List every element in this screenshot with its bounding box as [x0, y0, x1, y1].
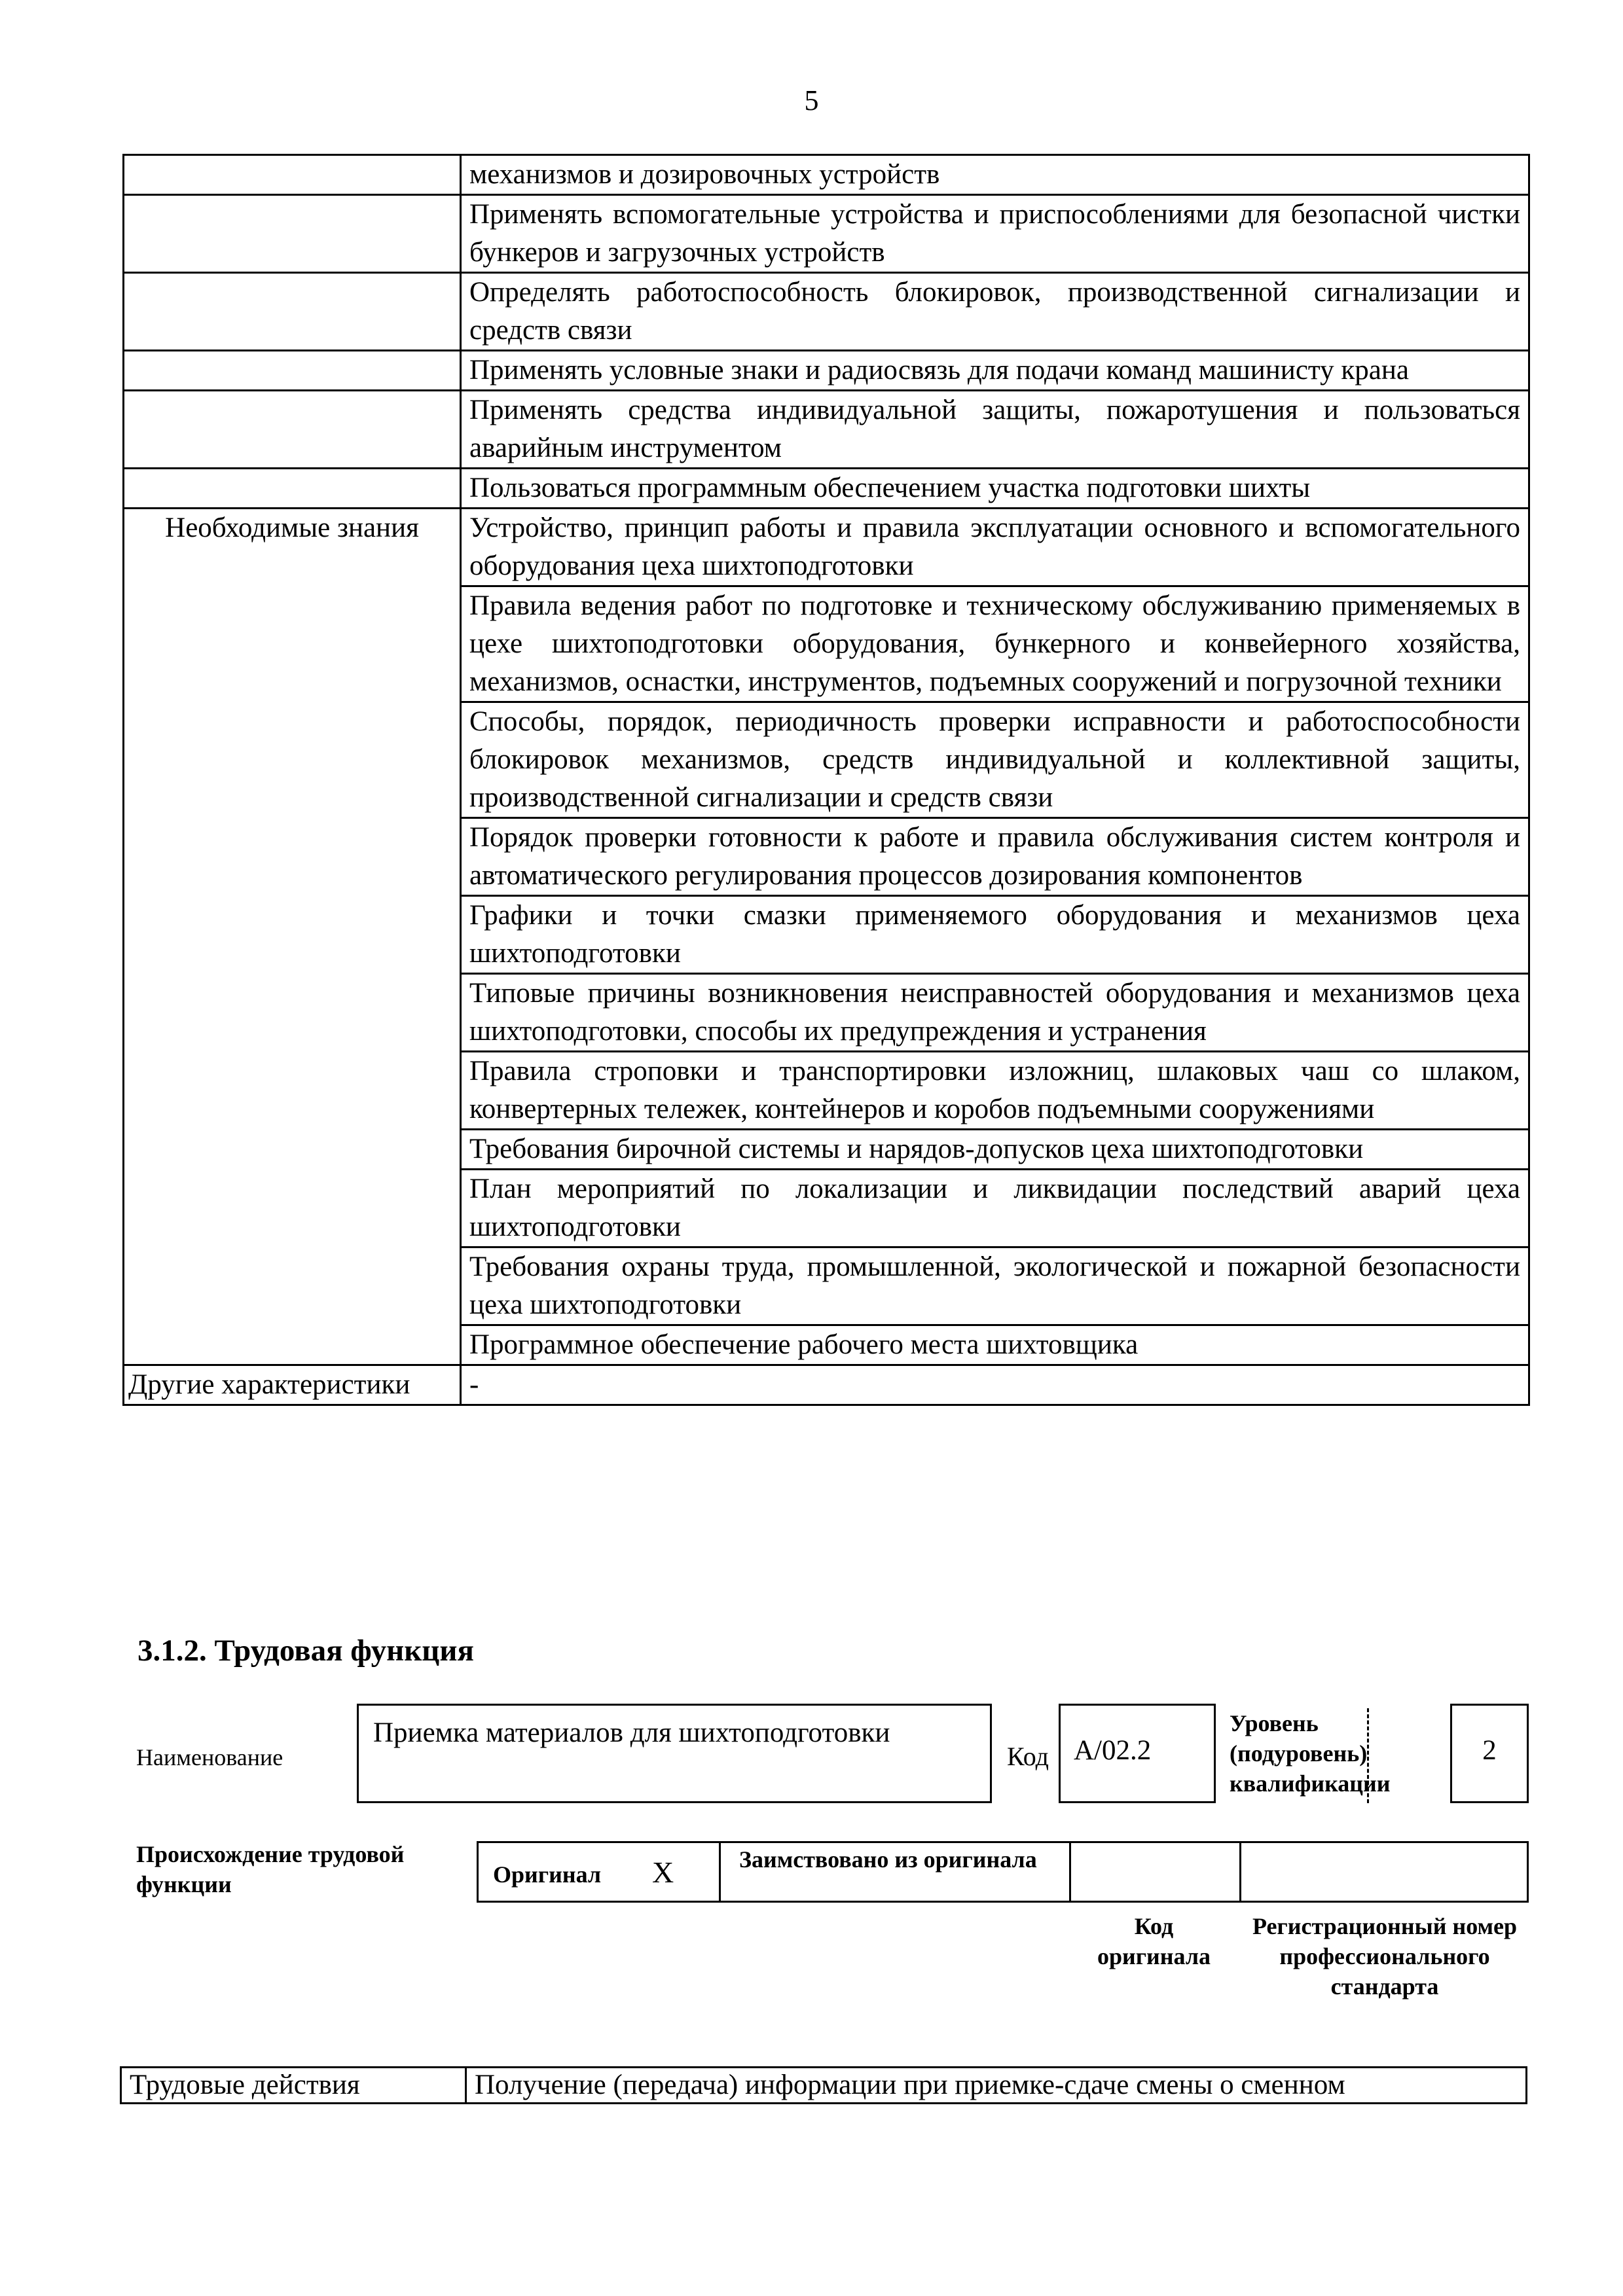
list-item: Требования охраны труда, промышленной, экологической и пожарной безопасности цеха шихтоподготовки [461, 1247, 1529, 1325]
list-item: Применять вспомогательные устройства и приспособлениями для безопасной чистки бункеров и загрузочных устройств [461, 195, 1529, 273]
table-row [124, 469, 1529, 509]
list-item: Правила ведения работ по подготовке и техническому обслуживанию применяемых в цехе шихтоподготовки оборудования, бункерного и конвейерного хозяйства, механизмов, оснастки, инструментов, подъемных сооружений и погрузочной техники [461, 586, 1529, 702]
list-item: Типовые причины возникновения неисправностей оборудования и механизмов цеха шихтоподготовки, способы их предупреждения и устранения [461, 974, 1529, 1052]
list-item: Программное обеспечение рабочего места шихтовщика [461, 1325, 1529, 1365]
name-label: Наименование [136, 1744, 283, 1770]
list-item: Требования бирочной системы и нарядов-допусков цеха шихтоподготовки [461, 1130, 1529, 1170]
origin-label: Происхождение трудовой функции [136, 1841, 405, 1897]
other-characteristics-label: Другие характеристики [124, 1365, 461, 1405]
level-label: Уровень (подуровень) квалификации [1224, 1708, 1369, 1803]
table-row [124, 195, 1529, 273]
page-number: 5 [804, 84, 819, 117]
list-item: Устройство, принцип работы и правила эксплуатации основного и вспомогательного оборудования цеха шихтоподготовки [461, 509, 1529, 586]
section-title: 3.1.2. Трудовая функция [137, 1634, 474, 1668]
table-row [124, 391, 1529, 469]
table-row [124, 1365, 1529, 1405]
labor-actions-label: Трудовые действия [121, 2068, 466, 2104]
skills-label-cell [124, 155, 461, 195]
list-item: Порядок проверки готовности к работе и правила обслуживания систем контроля и автоматического регулирования процессов дозирования компонентов [461, 818, 1529, 896]
skills-label-cell [124, 391, 461, 469]
skills-label-cell [124, 273, 461, 351]
registration-number-cell [1239, 1841, 1529, 1903]
labor-action-item: Получение (передача) информации при приемке-сдаче смены о сменном [466, 2068, 1527, 2104]
original-label: Оригинал [493, 1861, 602, 1888]
original-code-cell [1069, 1841, 1241, 1903]
table-row [124, 273, 1529, 351]
skills-label-cell [124, 351, 461, 391]
code-label: Код [1007, 1742, 1049, 1771]
list-item: Пользоваться программным обеспечением участка подготовки шихты [461, 469, 1529, 509]
level-value: 2 [1450, 1704, 1529, 1803]
registration-caption: Регистрационный номер профессионального стандарта [1252, 1913, 1518, 2000]
list-item: Применять условные знаки и радиосвязь для подачи команд машинисту крана [461, 351, 1529, 391]
table-row [124, 509, 1529, 586]
knowledge-label: Необходимые знания [124, 509, 461, 1365]
list-item: План мероприятий по локализации и ликвидации последствий аварий цеха шихтоподготовки [461, 1170, 1529, 1247]
name-value: Приемка материалов для шихтоподготовки [357, 1704, 992, 1803]
list-item: Способы, порядок, периодичность проверки исправности и работоспособности блокировок механизмов, средств индивидуальной и коллективной защиты, производственной сигнализации и средств связи [461, 702, 1529, 818]
original-mark: X [652, 1856, 674, 1889]
skills-label-cell [124, 195, 461, 273]
table-row [124, 351, 1529, 391]
skills-label-cell [124, 469, 461, 509]
list-item: Графики и точки смазки применяемого оборудования и механизмов цеха шихтоподготовки [461, 896, 1529, 974]
other-characteristics-value: - [461, 1365, 1529, 1405]
list-item: Применять средства индивидуальной защиты, пожаротушения и пользоваться аварийным инструментом [461, 391, 1529, 469]
code-caption: Код оригинала [1097, 1913, 1211, 1969]
list-item: Определять работоспособность блокировок, производственной сигнализации и средств связи [461, 273, 1529, 351]
list-item: Правила строповки и транспортировки изложниц, шлаковых чаш со шлаком, конвертерных тележек, контейнеров и коробов подъемными сооружениями [461, 1052, 1529, 1130]
origin-original-cell [477, 1841, 721, 1903]
table-row [124, 155, 1529, 195]
list-item: механизмов и дозировочных устройств [461, 155, 1529, 195]
requirements-table [122, 154, 1530, 1406]
code-value: А/02.2 [1059, 1704, 1216, 1803]
borrowed-label: Заимствовано из оригинала [719, 1841, 1071, 1903]
table-row [121, 2068, 1527, 2104]
labor-actions-table [120, 2066, 1527, 2104]
